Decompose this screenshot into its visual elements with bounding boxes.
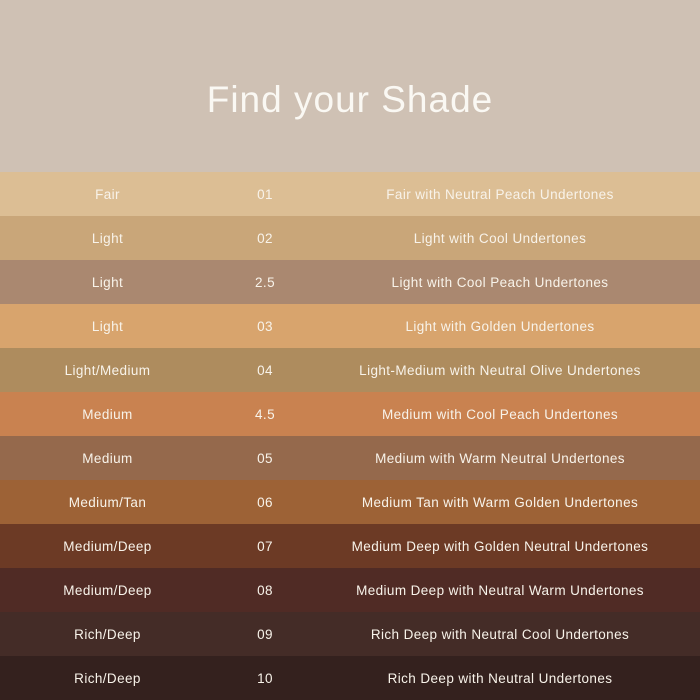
shade-category: Medium <box>82 450 133 466</box>
shade-category: Light <box>91 318 124 334</box>
shade-number: 05 <box>257 450 273 466</box>
page-title: Find your Shade <box>206 79 494 120</box>
shade-row-04 <box>0 348 700 392</box>
shade-number: 4.5 <box>255 406 275 422</box>
shade-category: Medium/Tan <box>68 494 147 510</box>
shade-description: Light with Golden Undertones <box>405 318 595 334</box>
shade-description: Fair with Neutral Peach Undertones <box>386 186 614 202</box>
shade-description: Medium Tan with Warm Golden Undertones <box>361 494 639 510</box>
shade-category: Light <box>91 274 124 290</box>
shade-description: Medium Deep with Neutral Warm Undertones <box>356 582 644 598</box>
shade-row-07 <box>0 524 700 568</box>
shade-number: 08 <box>257 582 273 598</box>
shade-row-02 <box>0 216 700 260</box>
shade-number: 2.5 <box>255 274 275 290</box>
shade-row-09 <box>0 612 700 656</box>
shade-category: Medium/Deep <box>63 582 152 598</box>
shade-category: Light/Medium <box>64 362 151 378</box>
shade-description: Medium with Cool Peach Undertones <box>381 406 619 422</box>
shade-row-08 <box>0 568 700 612</box>
shade-row-06 <box>0 480 700 524</box>
shade-row-2-5 <box>0 260 700 304</box>
shade-row-01 <box>0 172 700 216</box>
shade-number: 04 <box>257 362 273 378</box>
shade-description: Medium with Warm Neutral Undertones <box>375 450 625 466</box>
shade-description: Medium Deep with Golden Neutral Undertones <box>351 538 649 554</box>
shade-description: Rich Deep with Neutral Cool Undertones <box>370 626 630 642</box>
shade-row-10 <box>0 656 700 700</box>
shade-row-05 <box>0 436 700 480</box>
shade-category: Rich/Deep <box>74 670 141 686</box>
shade-category: Medium <box>82 406 133 422</box>
shade-number: 02 <box>257 230 273 246</box>
shade-category: Fair <box>95 186 120 202</box>
shade-number: 07 <box>257 538 273 554</box>
shade-row-03 <box>0 304 700 348</box>
shade-number: 06 <box>257 494 273 510</box>
shade-number: 03 <box>257 318 273 334</box>
header <box>0 0 700 172</box>
shade-description: Light-Medium with Neutral Olive Undertones <box>359 362 641 378</box>
shade-category: Rich/Deep <box>74 626 141 642</box>
shade-description: Light with Cool Undertones <box>413 230 587 246</box>
shade-category: Medium/Deep <box>63 538 152 554</box>
shade-row-4-5 <box>0 392 700 436</box>
shade-description: Rich Deep with Neutral Undertones <box>387 670 613 686</box>
shade-table <box>0 172 700 700</box>
shade-category: Light <box>91 230 124 246</box>
shade-number: 01 <box>257 186 273 202</box>
shade-description: Light with Cool Peach Undertones <box>391 274 609 290</box>
shade-number: 09 <box>257 626 273 642</box>
shade-number: 10 <box>257 670 273 686</box>
